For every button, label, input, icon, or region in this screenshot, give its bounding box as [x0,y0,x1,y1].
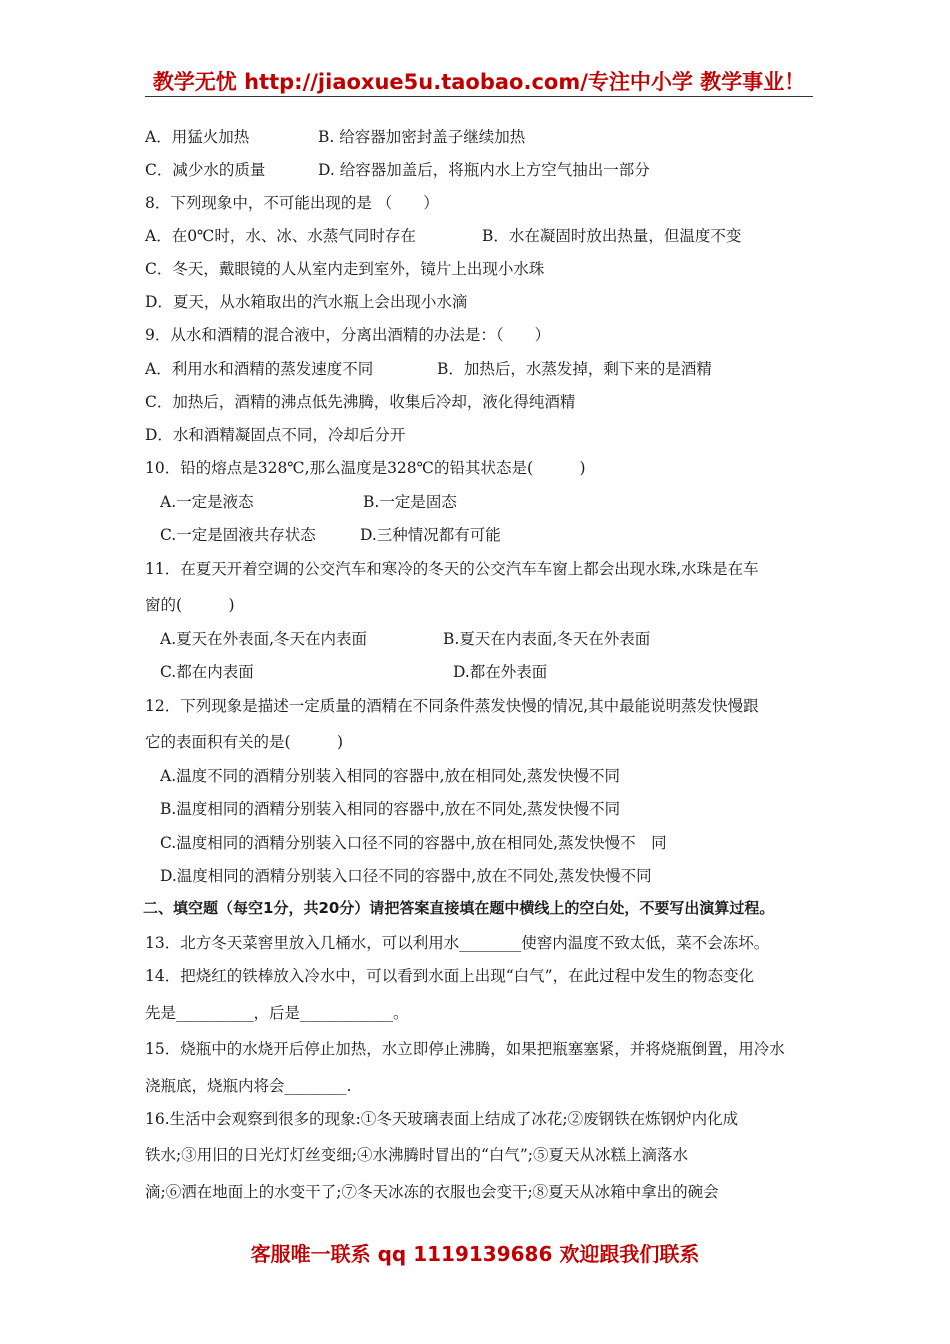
q13-line [145,933,769,953]
q15-text-pre: 浇瓶底，烧瓶内将会 [145,1077,285,1095]
q14-text-pre: 先是 [145,1004,177,1022]
q12-option-c: C.温度相同的酒精分别装入口径不同的容器中,放在相同处,蒸发快慢不 同 [160,834,667,852]
q14-text-post: 。 [393,1004,409,1022]
q16-line1: 16.生活中会观察到很多的现象:①冬天玻璃表面上结成了冰花;②废钢铁在炼钢炉内化成 [145,1110,739,1128]
q14-blank-1: __________ [176,1004,254,1022]
q7-option-b: B. 给容器加密封盖子继续加热 [318,128,526,146]
q14-blank-2: ____________ [300,1004,394,1022]
q10-stem: 10．铅的熔点是328℃,那么温度是328℃的铅其状态是( ) [145,459,586,477]
q8-option-b: B．水在凝固时放出热量，但温度不变 [482,227,742,245]
q12-option-d: D.温度相同的酒精分别装入口径不同的容器中,放在不同处,蒸发快慢不同 [160,867,652,885]
q8-option-a: A．在0℃时，水、冰、水蒸气同时存在 [145,227,416,245]
q13-text-pre: 13．北方冬天菜窖里放入几桶水，可以利用水 [145,934,460,952]
q9-option-b: B．加热后，水蒸发掉，剩下来的是酒精 [437,360,712,378]
q11-option-d: D.都在外表面 [453,663,548,681]
q7-option-c: C．减少水的质量 [145,161,266,179]
q8-option-c: C．冬天，戴眼镜的人从室内走到室外，镜片上出现小水珠 [145,260,545,278]
q8-option-d: D．夏天，从水箱取出的汽水瓶上会出现小水滴 [145,293,468,311]
q15-line2 [145,1076,351,1096]
q11-option-c: C.都在内表面 [160,663,254,681]
q14-line2 [145,1003,409,1023]
header-divider [145,96,813,97]
q8-stem: 8．下列现象中，不可能出现的是 （ ） [145,194,439,212]
q16-line2: 铁水;③用旧的日光灯灯丝变细;④水沸腾时冒出的“白气”;⑤夏天从冰糕上滴落水 [145,1146,689,1164]
q15-text-post: . [346,1077,352,1095]
q14-stem-line1: 14．把烧红的铁棒放入冷水中，可以看到水面上出现“白气”，在此过程中发生的物态变化 [145,967,755,985]
q15-blank: ________ [284,1077,347,1095]
q12-option-a: A.温度不同的酒精分别装入相同的容器中,放在相同处,蒸发快慢不同 [160,767,620,785]
q11-option-a: A.夏天在外表面,冬天在内表面 [160,630,368,648]
q10-option-a: A.一定是液态 [160,493,254,511]
q12-option-b: B.温度相同的酒精分别装入相同的容器中,放在不同处,蒸发快慢不同 [160,800,621,818]
q12-stem-line1: 12．下列现象是描述一定质量的酒精在不同条件蒸发快慢的情况,其中最能说明蒸发快慢跟 [145,697,759,715]
q13-text-post: 使窖内温度不致太低，菜不会冻坏。 [521,934,770,952]
q9-stem: 9．从水和酒精的混合液中，分离出酒精的办法是：（ ） [145,326,551,344]
q7-option-d: D. 给容器加盖后，将瓶内水上方空气抽出一部分 [318,161,650,179]
q11-stem-line1: 11．在夏天开着空调的公交汽车和寒冷的冬天的公交汽车车窗上都会出现水珠,水珠是在车 [145,560,759,578]
q7-option-a: A．用猛火加热 [145,128,250,146]
q10-option-c: C.一定是固液共存状态 [160,526,316,544]
q13-blank: ________ [459,934,522,952]
q9-option-d: D．水和酒精凝固点不同，冷却后分开 [145,426,406,444]
q12-stem-line2: 它的表面积有关的是( ) [145,733,344,751]
q10-option-d: D.三种情况都有可能 [360,526,501,544]
page-header: 教学无忧 http://jiaoxue5u.taobao.com/专注中小学 教学事业！ [152,70,806,94]
q15-stem-line1: 15．烧瓶中的水烧开后停止加热，水立即停止沸腾，如果把瓶塞塞紧，并将烧瓶倒置，用冷水 [145,1040,785,1058]
q11-stem-line2: 窗的( ) [145,596,235,614]
q9-option-c: C．加热后，酒精的沸点低先沸腾，收集后冷却，液化得纯酒精 [145,393,576,411]
section-2-heading: 二、填空题（每空1分，共20分）请把答案直接填在题中横线上的空白处，不要写出演算过程。 [143,899,775,917]
q10-option-b: B.一定是固态 [363,493,457,511]
page-footer: 客服唯一联系 qq 1119139686 欢迎跟我们联系 [250,1242,700,1266]
q16-line3: 滴;⑥洒在地面上的水变干了;⑦冬天冰冻的衣服也会变干;⑧夏天从冰箱中拿出的碗会 [145,1183,719,1201]
q9-option-a: A．利用水和酒精的蒸发速度不同 [145,360,374,378]
q14-text-mid: ，后是 [253,1004,301,1022]
q11-option-b: B.夏天在内表面,冬天在外表面 [443,630,651,648]
